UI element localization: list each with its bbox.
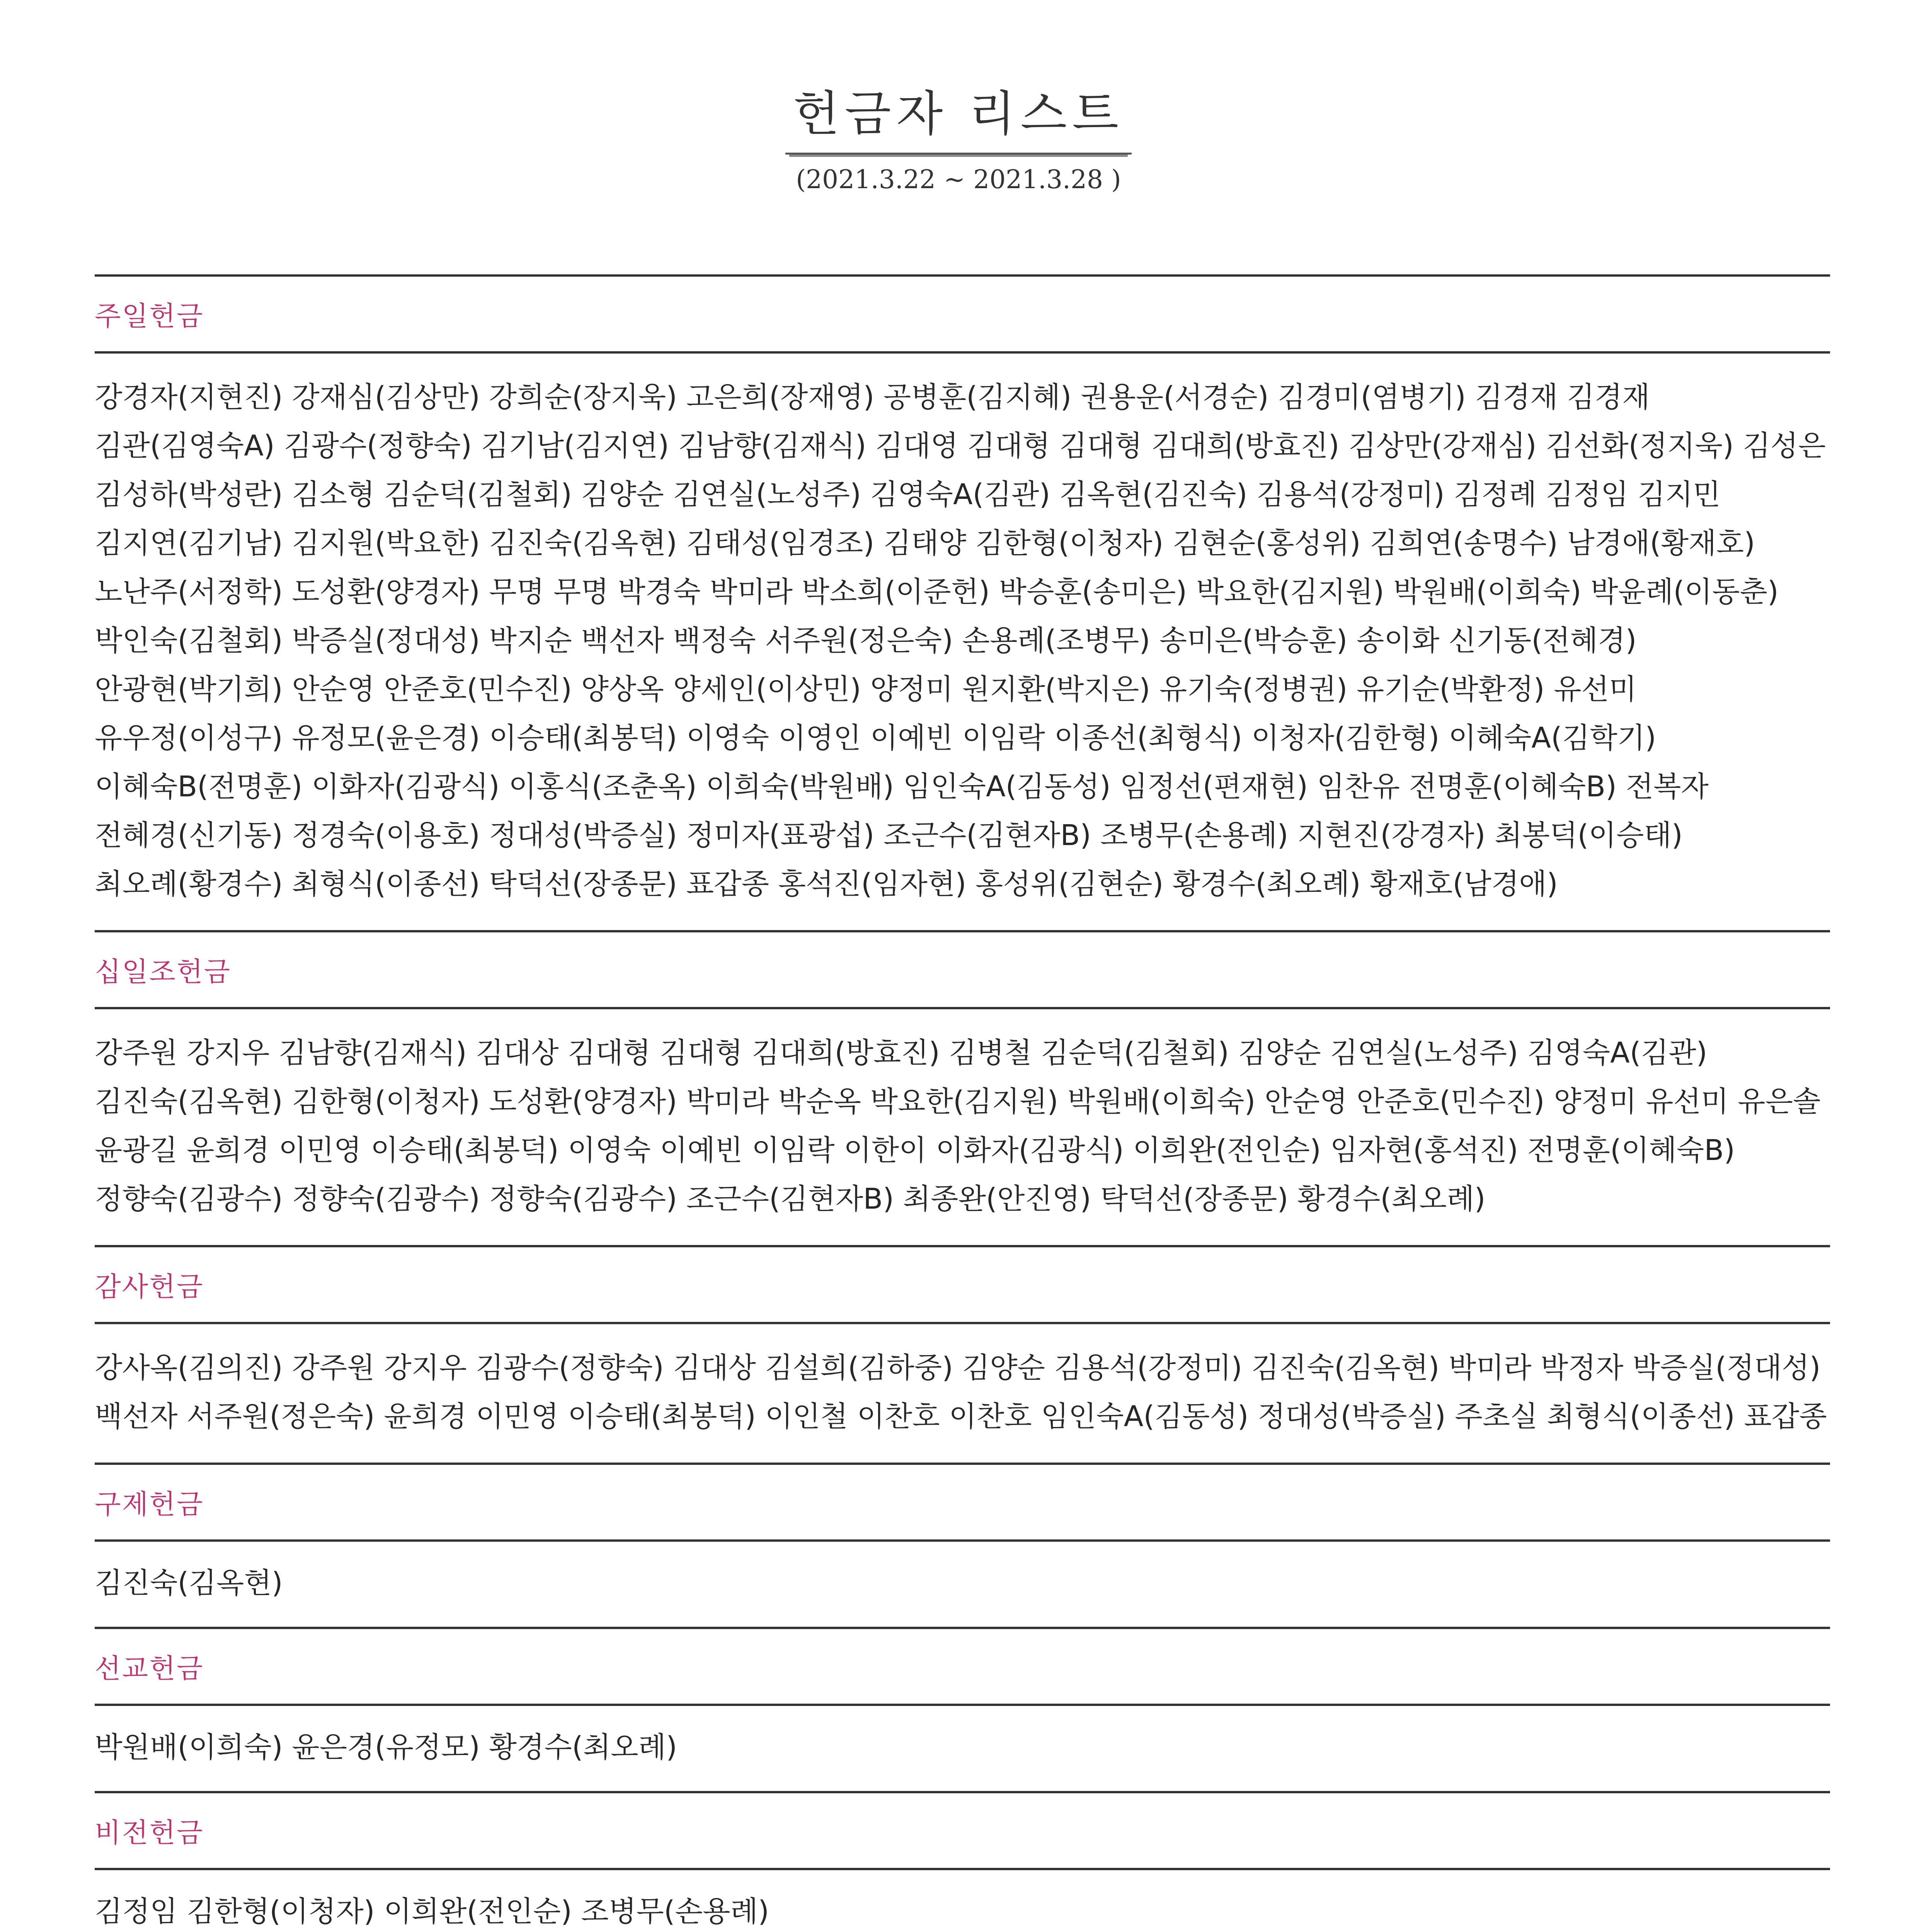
donor-name: 유기순(박환정) — [1356, 673, 1545, 706]
donor-name: 박원배(이희숙) — [95, 1731, 283, 1764]
donor-name: 이화자(김광식) — [936, 1134, 1124, 1167]
donor-name: 이한이 — [844, 1134, 927, 1167]
donor-name: 김순덕(김철회) — [384, 478, 572, 511]
donor-name: 이혜숙A(김학기) — [1448, 721, 1657, 755]
donor-name: 안준호(민수진) — [1356, 1085, 1545, 1118]
donor-name: 김정임 — [1546, 478, 1629, 511]
donor-name: 이찬호 — [857, 1400, 940, 1433]
donor-name: 김용석(강정미) — [1054, 1351, 1243, 1384]
donor-name: 정향숙(김광수) — [292, 1182, 480, 1216]
donor-name: 박정자 — [1540, 1351, 1624, 1384]
donor-name: 박미라 — [686, 1085, 770, 1118]
section-title: 비전헌금 — [95, 1817, 204, 1849]
donor-name: 김정례 — [1454, 478, 1537, 511]
donor-name: 권용운(서경순) — [1080, 381, 1269, 414]
donor-name: 김대상 — [476, 1036, 559, 1070]
donor-name: 김광수(정향숙) — [476, 1351, 664, 1384]
donor-name: 강지우 — [384, 1351, 467, 1384]
donor-name: 김연실(노성주) — [1330, 1036, 1519, 1070]
donor-name: 이희숙(박원배) — [706, 770, 894, 803]
donor-list — [95, 1009, 1830, 1245]
donor-name: 손용례(조병무) — [962, 624, 1151, 657]
donor-name: 송미은(박승훈) — [1159, 624, 1348, 657]
donor-name: 홍석진(임자현) — [778, 867, 967, 901]
donor-name: 윤광길 — [95, 1134, 178, 1167]
donor-name: 박승훈(송미은) — [999, 575, 1187, 609]
donor-name: 임자현(홍석진) — [1330, 1134, 1519, 1167]
donor-name: 김한형(이청자) — [292, 1085, 480, 1118]
donor-name: 정미자(표광섭) — [686, 819, 875, 852]
donor-name: 김경재 — [1567, 381, 1650, 414]
donor-name: 임정선(편재현) — [1120, 770, 1308, 803]
section-title: 주일헌금 — [95, 300, 204, 332]
donor-name: 강재심(김상만) — [292, 381, 480, 414]
donor-name: 김경재 — [1475, 381, 1558, 414]
donor-name: 김병철 — [949, 1036, 1032, 1070]
donor-name: 김옥현(김진숙) — [1059, 478, 1248, 511]
donor-name: 신기동(전혜경) — [1448, 624, 1637, 657]
donor-name: 이영숙 — [686, 721, 770, 755]
donor-name: 정경숙(이용호) — [292, 819, 480, 852]
donor-name: 김태양 — [883, 527, 967, 560]
donor-name: 이승태(최봉덕) — [370, 1134, 559, 1167]
donor-name: 백선자 — [581, 624, 664, 657]
donor-name: 김상만(강재심) — [1348, 429, 1537, 463]
section-title: 선교헌금 — [95, 1653, 204, 1684]
donor-name: 황재호(남경애) — [1370, 867, 1558, 901]
donor-name: 임찬유 — [1317, 770, 1400, 803]
donor-name: 김현순(홍성위) — [1172, 527, 1361, 560]
donor-name: 박소희(이준헌) — [802, 575, 990, 609]
donor-name: 최형식(이종선) — [292, 867, 480, 901]
donor-name: 최형식(이종선) — [1547, 1400, 1735, 1433]
donor-list — [95, 1870, 1830, 1932]
donor-name: 김정임 — [95, 1895, 178, 1928]
donor-name: 김영숙A(김관) — [870, 478, 1050, 511]
donor-name: 김성은 — [1743, 429, 1826, 463]
section-header — [95, 1245, 1830, 1324]
donor-name: 박요한(김지원) — [1196, 575, 1384, 609]
donor-name: 서주원(정은숙) — [765, 624, 953, 657]
donor-name: 강주원 — [292, 1351, 375, 1384]
donor-name: 전혜경(신기동) — [95, 819, 283, 852]
donor-name: 무명 — [553, 575, 609, 609]
document-header — [0, 75, 1917, 194]
donor-name: 김소형 — [292, 478, 375, 511]
donor-name: 양정미 — [1554, 1085, 1637, 1118]
document-title: 헌금자 리스트 — [785, 75, 1132, 155]
donor-name: 김지원(박요한) — [292, 527, 480, 560]
donor-name: 김연실(노성주) — [673, 478, 861, 511]
donor-name: 김선화(정지욱) — [1546, 429, 1734, 463]
donor-name: 김남향(김재식) — [678, 429, 867, 463]
donor-name: 김대형 — [660, 1036, 743, 1070]
donor-name: 김대형 — [568, 1036, 651, 1070]
donor-name: 김한형(이청자) — [975, 527, 1164, 560]
donor-name: 유은솔 — [1738, 1085, 1821, 1118]
donor-name: 박미라 — [710, 575, 793, 609]
donor-name: 김희연(송명수) — [1370, 527, 1558, 560]
donor-name: 김성하(박성란) — [95, 478, 283, 511]
donor-name: 김대영 — [875, 429, 958, 463]
donor-name: 김대희(방효진) — [752, 1036, 940, 1070]
donor-name: 박원배(이희숙) — [1067, 1085, 1256, 1118]
offering-sections — [95, 274, 1830, 1932]
document-period: (2021.3.22 ~ 2021.3.28 ) — [796, 165, 1121, 194]
donor-name: 임인숙A(김동성) — [1041, 1400, 1249, 1433]
donor-name: 이임락 — [962, 721, 1045, 755]
donor-name: 김설희(김하중) — [765, 1351, 953, 1384]
donor-name: 정향숙(김광수) — [95, 1182, 283, 1216]
donor-name: 송이화 — [1356, 624, 1440, 657]
section-header — [95, 930, 1830, 1009]
donor-name: 조병무(손용례) — [1100, 819, 1289, 852]
donor-name: 정대성(박증실) — [1258, 1400, 1446, 1433]
donor-name: 최종완(안진영) — [903, 1182, 1091, 1216]
section-header — [95, 1627, 1830, 1706]
donor-list — [95, 354, 1830, 930]
donor-name: 김관(김영숙A) — [95, 429, 275, 463]
donor-name: 도성환(양경자) — [292, 575, 480, 609]
donor-name: 김양순 — [962, 1351, 1045, 1384]
donor-name: 최봉덕(이승태) — [1495, 819, 1683, 852]
donor-name: 김지연(김기남) — [95, 527, 283, 560]
donor-name: 이찬호 — [949, 1400, 1032, 1433]
donor-name: 김양순 — [1238, 1036, 1321, 1070]
donor-name: 이종선(최형식) — [1054, 721, 1243, 755]
donor-list — [95, 1324, 1830, 1463]
donor-name: 이승태(최봉덕) — [568, 1400, 756, 1433]
section-header — [95, 1463, 1830, 1542]
donor-name: 백정숙 — [673, 624, 756, 657]
donor-name: 김기남(김지연) — [481, 429, 669, 463]
donor-name: 윤은경(유정모) — [292, 1731, 480, 1764]
donor-name: 주초실 — [1455, 1400, 1538, 1433]
section-title: 십일조헌금 — [95, 956, 232, 988]
section-header — [95, 1791, 1830, 1870]
donor-name: 박요한(김지원) — [870, 1085, 1059, 1118]
donor-name: 김용석(강정미) — [1256, 478, 1445, 511]
donor-name: 조근수(김현자B) — [686, 1182, 894, 1216]
section-title: 구제헌금 — [95, 1488, 204, 1520]
donor-name: 양세인(이상민) — [673, 673, 861, 706]
donor-name: 박순옥 — [778, 1085, 861, 1118]
donor-name: 전복자 — [1626, 770, 1709, 803]
donor-name: 유선미 — [1554, 673, 1637, 706]
donor-name: 이민영 — [278, 1134, 362, 1167]
donor-name: 안준호(민수진) — [384, 673, 572, 706]
donor-name: 황경수(최오례) — [489, 1731, 678, 1764]
section-title: 감사헌금 — [95, 1271, 204, 1303]
donor-name: 안순영 — [1264, 1085, 1348, 1118]
donor-name: 박원배(이희숙) — [1393, 575, 1582, 609]
donor-name: 전명훈(이혜숙B) — [1527, 1134, 1735, 1167]
donor-name: 박경숙 — [618, 575, 701, 609]
donor-name: 박인숙(김철회) — [95, 624, 283, 657]
donor-name: 박미라 — [1448, 1351, 1532, 1384]
donor-name: 김영숙A(김관) — [1527, 1036, 1708, 1070]
donor-name: 표갑종 — [686, 867, 770, 901]
donor-name: 도성환(양경자) — [489, 1085, 678, 1118]
donor-name: 이예빈 — [870, 721, 953, 755]
donor-name: 김대형 — [967, 429, 1050, 463]
donor-name: 백선자 — [95, 1400, 178, 1433]
donor-name: 전명훈(이혜숙B) — [1409, 770, 1617, 803]
donor-name: 강경자(지현진) — [95, 381, 283, 414]
donor-name: 강지우 — [186, 1036, 270, 1070]
donor-name: 최오례(황경수) — [95, 867, 283, 901]
donor-name: 고은희(장재영) — [686, 381, 875, 414]
donor-name: 김남향(김재식) — [278, 1036, 467, 1070]
donor-name: 이임락 — [752, 1134, 835, 1167]
donor-name: 양상옥 — [581, 673, 664, 706]
donor-name: 조근수(김현자B) — [883, 819, 1091, 852]
donor-name: 이영인 — [778, 721, 861, 755]
donor-name: 강사옥(김의진) — [95, 1351, 283, 1384]
donor-name: 김진숙(김옥현) — [1251, 1351, 1440, 1384]
donor-name: 이승태(최봉덕) — [489, 721, 678, 755]
donor-name: 박증실(정대성) — [1632, 1351, 1821, 1384]
donor-name: 무명 — [489, 575, 545, 609]
donor-name: 탁덕선(장종문) — [1100, 1182, 1289, 1216]
donor-name: 강주원 — [95, 1036, 178, 1070]
donor-list — [95, 1542, 1830, 1627]
donor-name: 윤희경 — [186, 1134, 270, 1167]
donor-name: 박지순 — [489, 624, 572, 657]
section-header — [95, 274, 1830, 354]
donor-name: 김한형(이청자) — [186, 1895, 375, 1928]
donor-name: 이화자(김광식) — [311, 770, 500, 803]
donor-name: 윤희경 — [384, 1400, 467, 1433]
donor-name: 노난주(서정학) — [95, 575, 283, 609]
donor-name: 정대성(박증실) — [489, 819, 678, 852]
donor-name: 김광수(정향숙) — [284, 429, 472, 463]
donor-name: 조병무(손용례) — [581, 1895, 770, 1928]
donor-name: 서주원(정은숙) — [186, 1400, 375, 1433]
donor-name: 김지민 — [1638, 478, 1721, 511]
donor-name: 강희순(장지욱) — [489, 381, 678, 414]
donor-name: 김진숙(김옥현) — [95, 1566, 283, 1600]
donor-name: 김진숙(김옥현) — [489, 527, 678, 560]
donor-name: 김대희(방효진) — [1151, 429, 1340, 463]
donor-name: 표갑종 — [1744, 1400, 1827, 1433]
donor-name: 김경미(염병기) — [1278, 381, 1466, 414]
donor-name: 이혜숙B(전명훈) — [95, 770, 303, 803]
donor-list — [95, 1706, 1830, 1791]
donor-name: 유정모(윤은경) — [292, 721, 480, 755]
donor-name: 이예빈 — [660, 1134, 743, 1167]
donor-name: 안순영 — [292, 673, 375, 706]
donor-name: 황경수(최오례) — [1172, 867, 1361, 901]
donor-name: 임인숙A(김동성) — [903, 770, 1111, 803]
donor-name: 양정미 — [870, 673, 953, 706]
donor-name: 안광현(박기희) — [95, 673, 283, 706]
donor-name: 김대상 — [673, 1351, 756, 1384]
donor-name: 원지환(박지은) — [962, 673, 1151, 706]
donor-name: 김순덕(김철회) — [1041, 1036, 1229, 1070]
donor-name: 공병훈(김지혜) — [883, 381, 1072, 414]
donor-name: 김태성(임경조) — [686, 527, 875, 560]
donor-name: 탁덕선(장종문) — [489, 867, 678, 901]
donor-name: 이홍식(조춘옥) — [509, 770, 697, 803]
donor-name: 이영숙 — [568, 1134, 651, 1167]
donor-name: 이희완(전인순) — [384, 1895, 572, 1928]
donor-name: 이인철 — [765, 1400, 848, 1433]
donor-name: 지현진(강경자) — [1297, 819, 1486, 852]
donor-name: 황경수(최오례) — [1297, 1182, 1486, 1216]
donor-name: 김대형 — [1059, 429, 1142, 463]
donor-name: 정향숙(김광수) — [489, 1182, 678, 1216]
donor-name: 김양순 — [581, 478, 664, 511]
donor-name: 이청자(김한형) — [1251, 721, 1440, 755]
donor-name: 박증실(정대성) — [292, 624, 480, 657]
donor-name: 김진숙(김옥현) — [95, 1085, 283, 1118]
donor-name: 유우정(이성구) — [95, 721, 283, 755]
donor-name: 이희완(전인순) — [1133, 1134, 1321, 1167]
donor-name: 유선미 — [1646, 1085, 1729, 1118]
donor-name: 이민영 — [476, 1400, 559, 1433]
donor-name: 박윤례(이동춘) — [1590, 575, 1779, 609]
donor-name: 홍성위(김현순) — [975, 867, 1164, 901]
donor-name: 유기숙(정병권) — [1159, 673, 1348, 706]
donor-name: 남경애(황재호) — [1567, 527, 1755, 560]
